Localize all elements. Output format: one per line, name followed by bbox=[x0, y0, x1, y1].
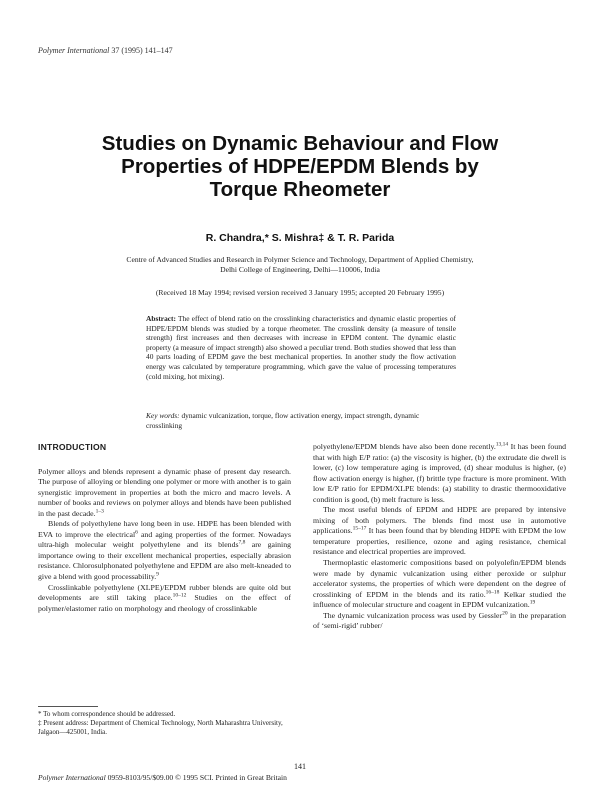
abstract bbox=[146, 314, 456, 381]
reference-marker: 7,8 bbox=[238, 539, 246, 546]
keywords-text: dynamic vulcanization, torque, flow activation energy, impact strength, dynamic crosslinking bbox=[146, 411, 420, 430]
abstract-text: The effect of blend ratio on the crosslinking characteristics and dynamic elastic properties of HDPE/EPDM blends was studied by a torque rheometer. The crosslink density (a measure of tensile strength) first increases and then decreases with increase in EPDM content. The dynamic elastic property (a measure of impact strength) also showed a peculiar trend. Both studies showed that less than 40 parts loading of EPDM gave the best mechanical properties. In another study the flow activation energy was calculated by temperature programming, which gave the value of processing temperatures (cold mixing, hot mixing). bbox=[146, 314, 456, 381]
reference-marker: 10–12 bbox=[172, 592, 187, 599]
left-column bbox=[38, 442, 291, 614]
affiliation-line-2: Delhi College of Engineering, Delhi—110006, India bbox=[220, 265, 380, 274]
title-line-3: Torque Rheometer bbox=[209, 178, 391, 201]
received-dates: (Received 18 May 1994; revised version received 3 January 1995; accepted 20 February 1995) bbox=[155, 288, 445, 297]
reference-marker: 20 bbox=[502, 610, 508, 617]
footnotes bbox=[38, 710, 291, 737]
keywords bbox=[146, 411, 456, 430]
abstract-label: Abstract: bbox=[146, 314, 176, 323]
intro-paragraph-7: The dynamic vulcanization process was used by Gessler$^{20}$ in the preparation of ‘semi-rigid’ rubber/ bbox=[313, 610, 566, 631]
section-heading-introduction: INTRODUCTION bbox=[38, 442, 107, 452]
page-number: 141 bbox=[294, 762, 306, 771]
running-head bbox=[38, 46, 173, 55]
reference-marker: 9 bbox=[156, 571, 159, 578]
intro-paragraph-6: Thermoplastic elastomeric compositions based on polyolefin/EPDM blends were made by dynamic vulcanization using either peroxide or sulphur accelerator systems, the properties of which were dependent on the degree of crosslinking of EPDM in the blends and its ratio.$^{16-18}$ Kelkar studied the influence of molecular structure and coagent in EPDM vulcanization.$^{19}$ bbox=[313, 558, 567, 610]
intro-paragraph-3: Crosslinkable polyethylene (XLPE)/EPDM rubber blends are quite old but developments are still taking place.$^{10-12}$ Studies on the effect of polymer/elastomer ratio on morphology and rheology of crosslinkable bbox=[38, 582, 291, 613]
affiliation-line-1: Centre of Advanced Studies and Research in Polymer Science and Technology, Department of Applied Chemistry, bbox=[126, 255, 474, 264]
running-head-journal: Polymer International bbox=[38, 46, 110, 55]
reference-marker: 19 bbox=[529, 599, 536, 606]
reference-marker: 1–3 bbox=[95, 508, 104, 515]
running-head-citation: 37 (1995) 141–147 bbox=[111, 46, 173, 55]
affiliation bbox=[70, 255, 530, 275]
intro-paragraph-2: Blends of polyethylene have long been in use. HDPE has been blended with EVA to improve the electrical$^6$ and aging properties of the former. Nowadays ultra-high molecular weight polyethylene and its blends$^{7,8}$ are gaining importance owing to their excellent mechanical properties, especially abrasion resistance. Chlorosulphonated polyethylene and EPDM are also melt-kneaded to give a blend with good processability.$^9$ bbox=[38, 519, 291, 582]
intro-paragraph-4: polyethylene/EPDM blends have also been done recently.$^{13,14}$ It has been found that with high E/P ratio: (a) the viscosity is higher, (b) the extrudate die dwell is lower, (c) low temperature aging is improved, (d) shear modulus is higher, (e) flow activation energy is higher, (f) brittle type fracture is more prominent. With low E/P ratio for EPDM/XLPE blends: (a) stability to drastic thermooxidative condition is good, (b) melt fracture is less. bbox=[313, 441, 566, 504]
intro-paragraph-5: The most useful blends of EPDM and HDPE are prepared by intensive mixing of both polymers. The blends find most use in automotive applications.$^{15-17}$ It has been found that by blending HDPE with EPDM the low temperature properties, resilience, ozone and aging resistance, chemical resistance and electrical properties are improved. bbox=[313, 505, 566, 557]
reference-marker: 13,14 bbox=[495, 441, 509, 448]
imprint-line bbox=[38, 773, 287, 782]
author-list: R. Chandra,* S. Mishra‡ & T. R. Parida bbox=[205, 232, 395, 244]
keywords-label: Key words: bbox=[146, 411, 180, 420]
reference-marker: 6 bbox=[135, 529, 138, 536]
article-title bbox=[40, 132, 560, 201]
imprint-details: 0959-8103/95/$09.00 © 1995 SCI. Printed in Great Britain bbox=[105, 773, 287, 782]
title-line-1: Studies on Dynamic Behaviour and Flow bbox=[101, 132, 499, 155]
footnote-divider bbox=[38, 706, 98, 707]
title-line-2: Properties of HDPE/EPDM Blends by bbox=[121, 155, 479, 178]
reference-marker: 16–18 bbox=[485, 589, 500, 596]
footnote-correspondence: * To whom correspondence should be addressed. bbox=[38, 710, 176, 718]
right-column bbox=[313, 442, 566, 632]
reference-marker: 15–17 bbox=[352, 525, 367, 532]
footnote-present-address: ‡ Present address: Department of Chemical Technology, North Maharashtra University, Jalgaon—425001, India. bbox=[38, 719, 283, 736]
intro-paragraph-1: Polymer alloys and blends represent a dynamic phase of present day research. The purpose of alloying or blending one polymer or more with another is to gain synergistic improvement in properties at both the micro and macro levels. A number of books and reviews on polymer alloys and blends have been published in the past decade.$^{1-3}$ bbox=[38, 466, 291, 518]
imprint-journal: Polymer International bbox=[38, 773, 106, 782]
